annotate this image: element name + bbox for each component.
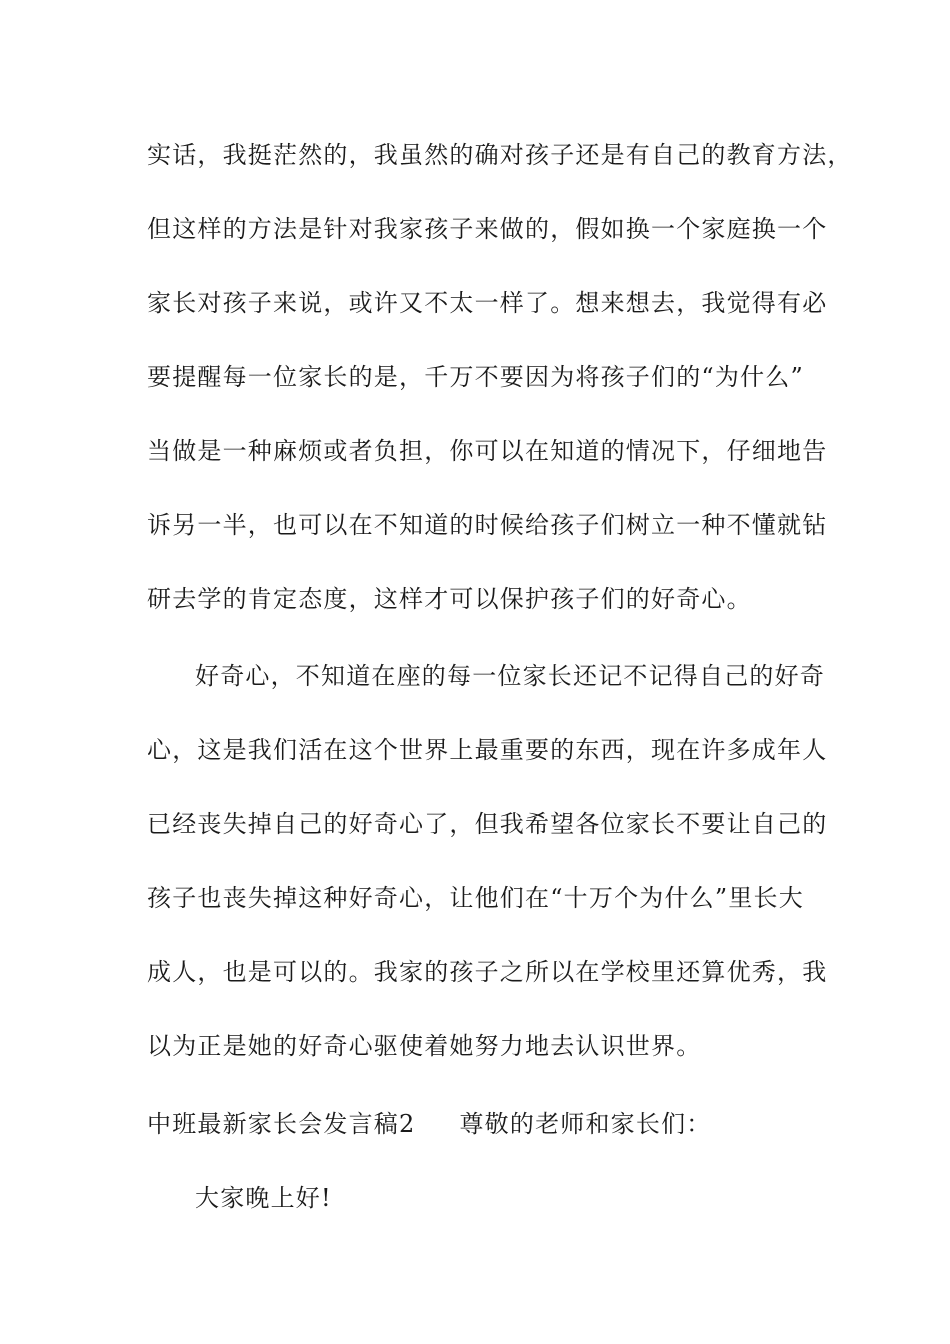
heading-title: 中班最新家长会发言稿2 [147, 1110, 416, 1138]
paragraph-2 [147, 639, 827, 1083]
paragraph-line: 要提醒每一位家长的是，千万不要因为将孩子们的“为什么” [147, 363, 804, 391]
greeting-line: 大家晚上好! [195, 1184, 332, 1212]
paragraph-line: 以为正是她的好奇心驱使着她努力地去认识世界。 [147, 1032, 702, 1060]
paragraph-line: 诉另一半，也可以在不知道的时候给孩子们树立一种不懂就钻 [147, 511, 828, 539]
paragraph-1 [147, 118, 853, 636]
paragraph-line: 研去学的肯定态度，这样才可以保护孩子们的好奇心。 [147, 585, 752, 613]
paragraph-line: 但这样的方法是针对我家孩子来做的，假如换一个家庭换一个 [147, 215, 828, 243]
paragraph-line: 成人，也是可以的。我家的孩子之所以在学校里还算优秀，我 [147, 958, 828, 986]
paragraph-line: 已经丧失掉自己的好奇心了，但我希望各位家长不要让自己的 [147, 810, 828, 838]
paragraph-line: 心，这是我们活在这个世界上最重要的东西，现在许多成年人 [147, 736, 828, 764]
paragraph-line: 家长对孩子来说，或许又不太一样了。想来想去，我觉得有必 [147, 289, 828, 317]
heading-line [147, 1087, 827, 1161]
section-heading [147, 1087, 827, 1161]
paragraph-line: 好奇心，不知道在座的每一位家长还记不记得自己的好奇 [195, 662, 825, 690]
greeting-paragraph [147, 1161, 827, 1235]
paragraph-line: 实话，我挺茫然的，我虽然的确对孩子还是有自己的教育方法， [147, 141, 853, 169]
paragraph-line: 孩子也丧失掉这种好奇心，让他们在“十万个为什么”里长大 [147, 884, 804, 912]
paragraph-line: 当做是一种麻烦或者负担，你可以在知道的情况下，仔细地告 [147, 437, 828, 465]
heading-salutation: 尊敬的老师和家长们： [459, 1110, 712, 1138]
